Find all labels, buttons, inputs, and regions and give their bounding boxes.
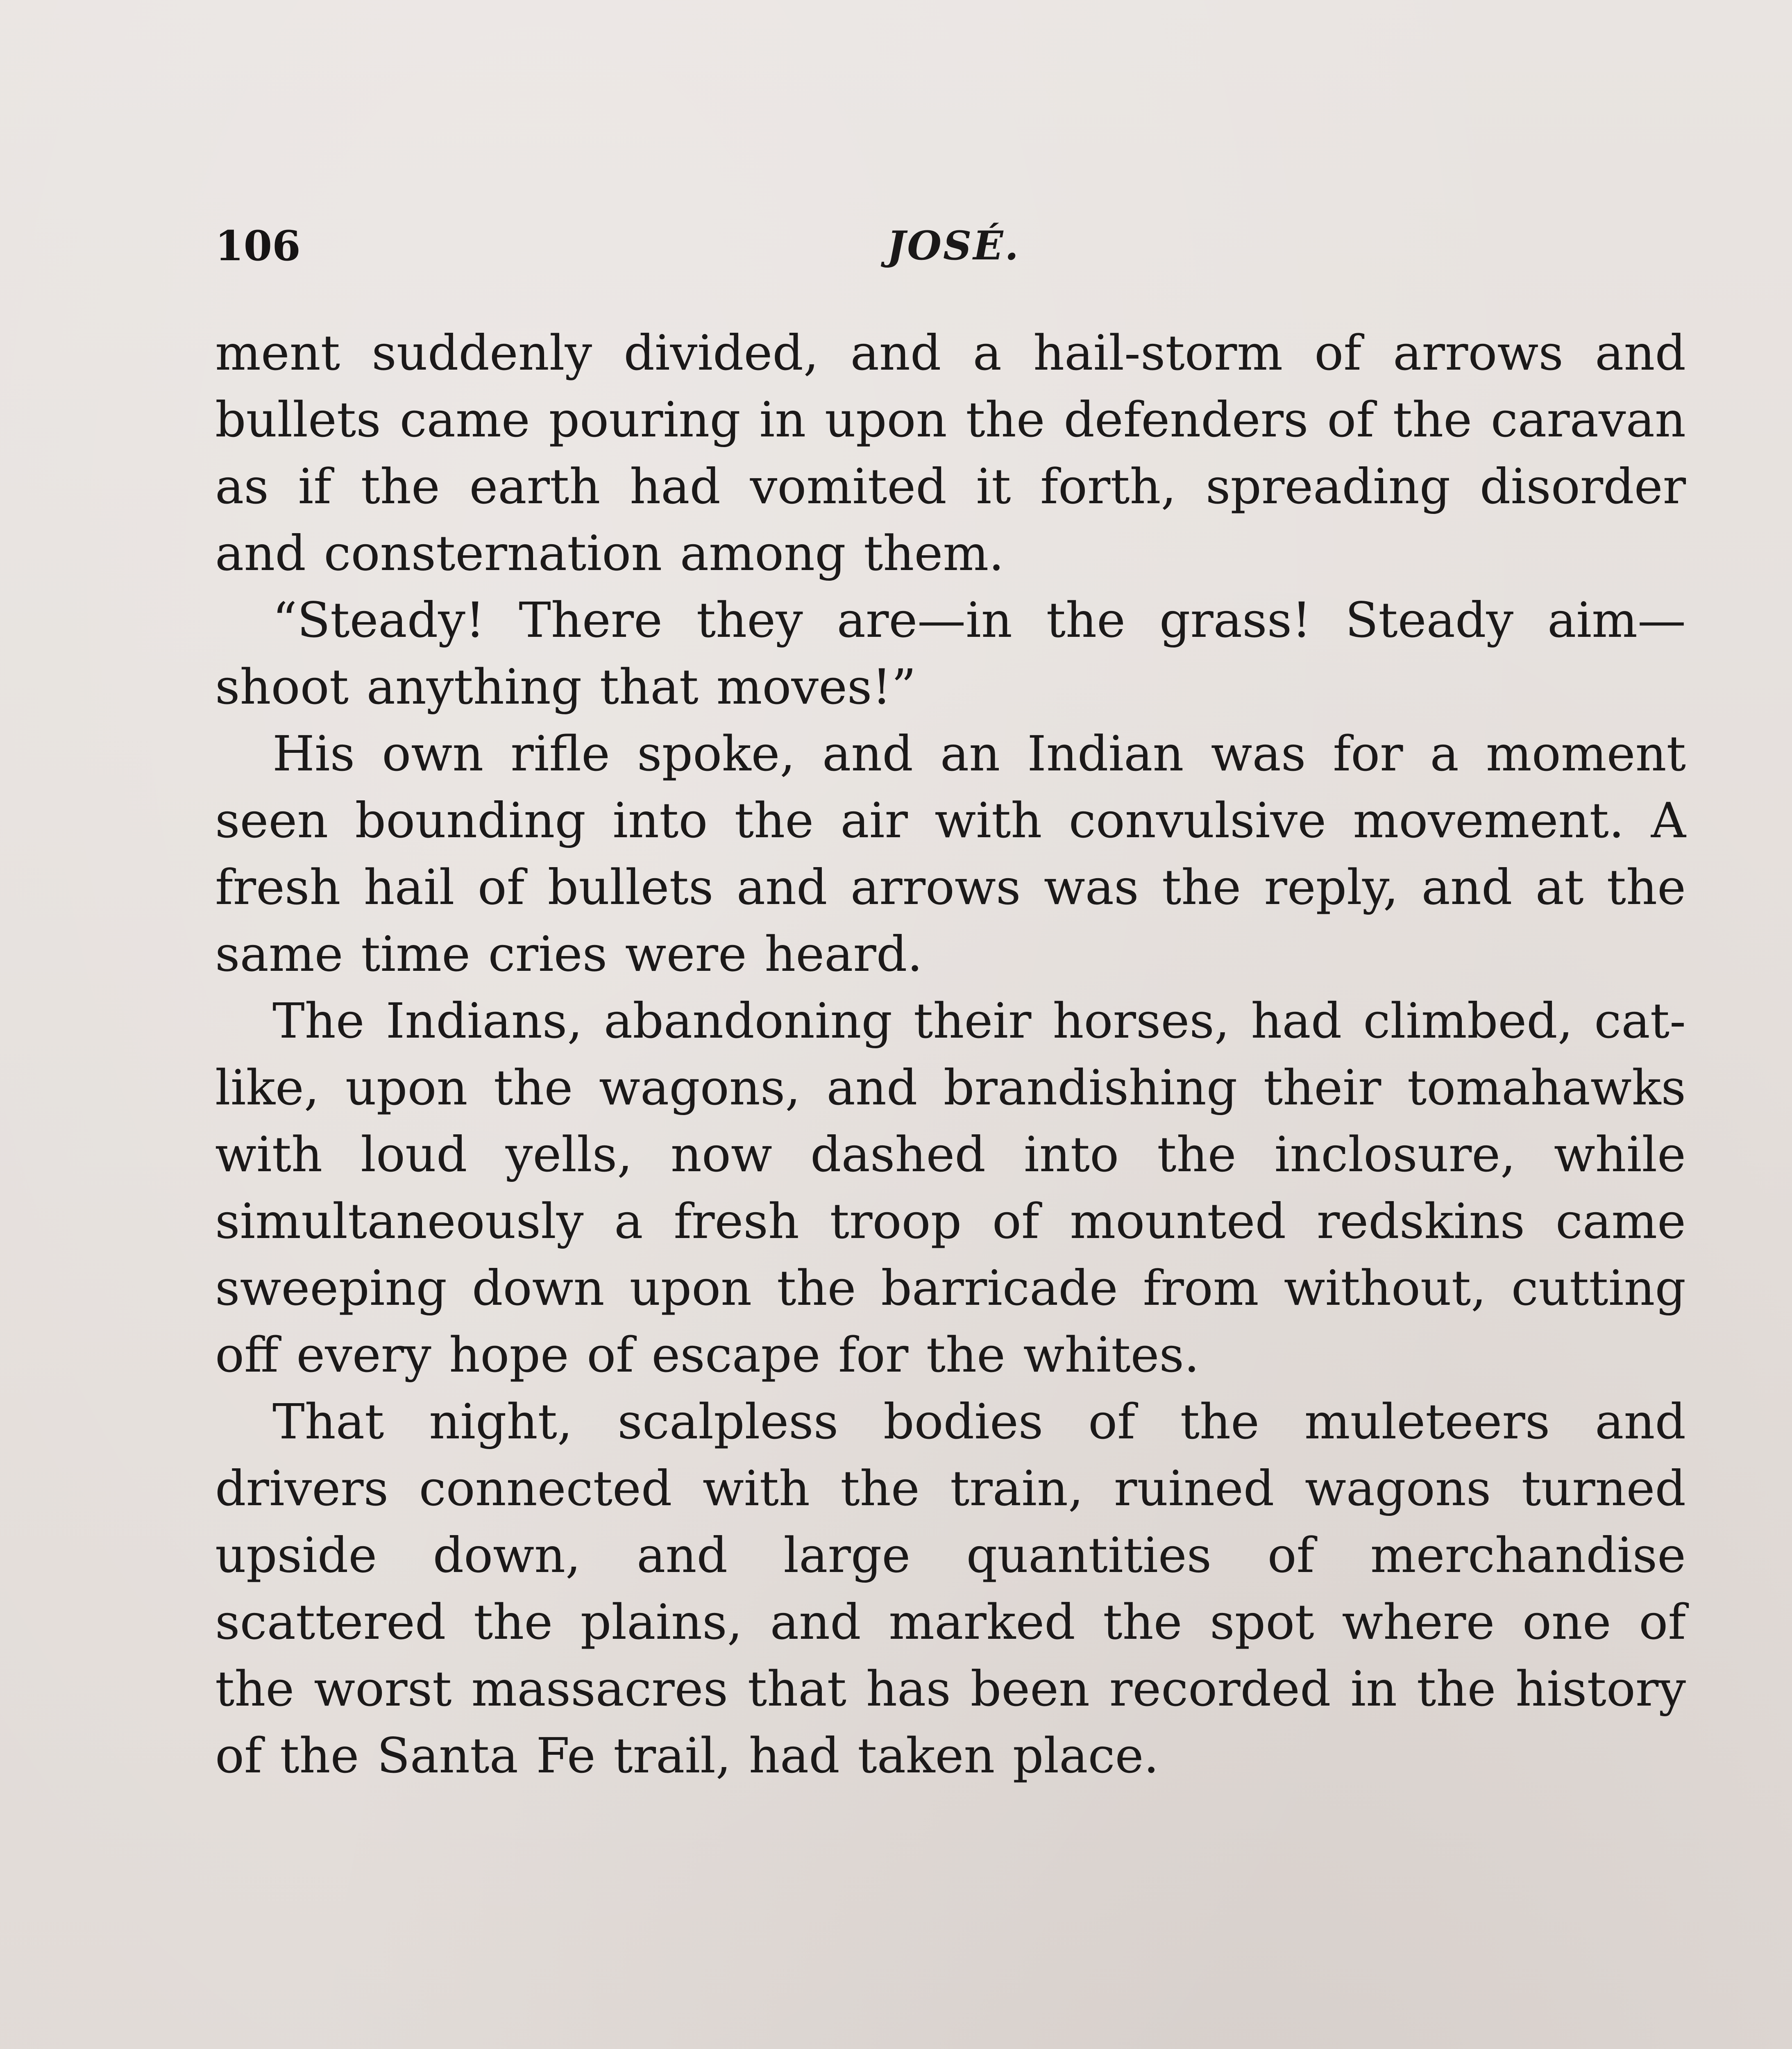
paragraph-indians-attack: The Indians, abandoning their horses, had climbed, cat-like, upon the wagons, and brandishing their tomahawks with loud yells, now dashed into the inclosure, while simultaneously a fresh troop of mounted redskins came sweeping down upon the barricade from without, cutting off every hope of escape for the whites. bbox=[215, 993, 1686, 1383]
body-text bbox=[215, 320, 1686, 1789]
running-head bbox=[215, 213, 1690, 279]
paragraph-continued: ment suddenly divided, and a hail-storm of arrows and bullets came pouring in upon the defenders of the caravan as if the earth had vomited it forth, spreading disorder and consternation among them. bbox=[215, 325, 1686, 582]
paragraph-steady-dialogue: “Steady! There they are—in the grass! Steady aim—shoot anything that moves!” bbox=[215, 592, 1686, 715]
paragraph-rifle-spoke: His own rifle spoke, and an Indian was for a moment seen bounding into the air with convulsive movement. A fresh hail of bullets and arrows was the reply, and at the same time cries were heard. bbox=[215, 725, 1686, 982]
running-title: JOSÉ. bbox=[887, 223, 1020, 269]
paragraph-massacre: That night, scalpless bodies of the muleteers and drivers connected with the train, ruined wagons turned upside down, and large quantities of merchandise scattered the plains, and marked the spot where one of the worst massacres that has been recorded in the history of the Santa Fe trail, had taken place. bbox=[215, 1393, 1686, 1784]
page-number: 106 bbox=[215, 222, 301, 270]
